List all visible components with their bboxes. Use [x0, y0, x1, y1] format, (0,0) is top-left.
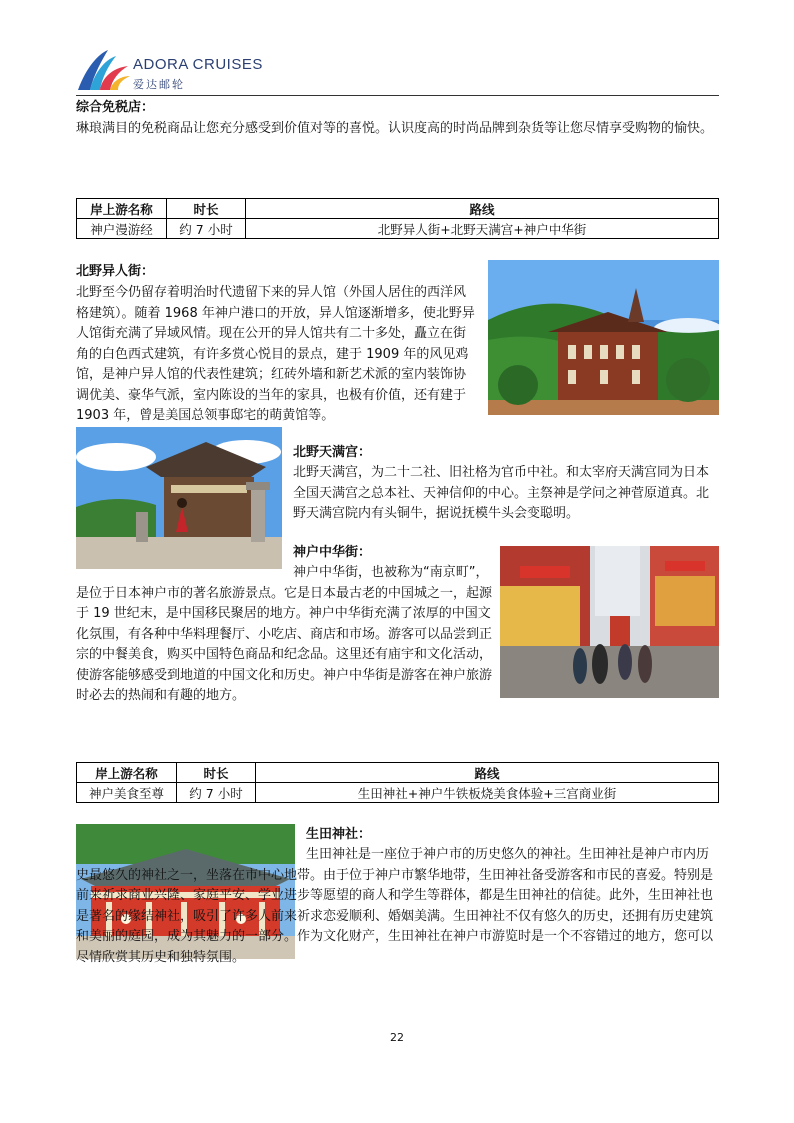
kitano-ijinkan-photo [488, 260, 719, 415]
tour-table-2 [76, 762, 719, 803]
chinatown-title: 神户中华街： [293, 545, 372, 560]
kobe-chinatown-photo [500, 546, 719, 698]
tour-route: 北野异人街+北野天满宫+神户中华街 [246, 219, 719, 239]
duty-free-title: 综合免税店： [76, 100, 155, 115]
chinatown-text: 神户中华街，也被称为“南京町”，是位于日本神户市的著名旅游景点。它是日本最古老的中国城之一，起源于 19 世纪末，是中国移民聚居的地方。神户中华街充满了浓厚的中国文化氛围，有各种中华料理餐厅、小吃店、商店和市场。游客可以品尝到正宗的中餐美食，购买中国特色商品和纪念品。这里还有庙宇和文化活动，使游客能够感受到地道的中国文化和历史。神户中华街是游客在神户旅游时必去的热闹和有趣的地方。 [76, 565, 493, 703]
ikuta-title: 生田神社： [306, 827, 372, 842]
tenmangu-text: 北野天满宫，为二十二社、旧社格为官币中社。和太宰府天满宫同为日本全国天满宫之总本社、天神信仰的中心。主祭神是学问之神菅原道真。北野天满宫院内有头铜牛，据说抚模牛头会变聪明。 [293, 465, 710, 521]
kitano-text: 北野至今仍留存着明治时代遗留下来的异人馆（外国人居住的西洋风格建筑）。随着 1968 年神户港口的开放，异人馆逐渐增多，使北野异人馆街充满了异域风情。现在公开的异人馆共有二十多处，矗立在街角的白色西式建筑，有许多赏心悦目的景点，建于 1909 年的风见鸡馆，是神户异人馆的代表性建筑；红砖外墙和新艺术派的室内装饰协调优美、豪华气派，室内陈设的当年的家具，也极有价值，还有建于 1903 年，曾是美国总领事邸宅的萌黄馆等。 [76, 285, 475, 423]
brand-logo [76, 46, 130, 94]
header-route: 路线 [256, 763, 719, 783]
kitano-tenmangu-photo [76, 427, 282, 569]
tenmangu-title: 北野天满宫： [293, 445, 372, 460]
tour-duration: 约 7 小时 [167, 219, 246, 239]
tour-duration: 约 7 小时 [177, 783, 256, 803]
header-route: 路线 [246, 199, 719, 219]
ikuta-text-wrap [76, 845, 719, 968]
ikuta-text: 生田神社是一座位于神户市的历史悠久的神社。生田神社是神户市内历史最悠久的神社之一，坐落在市中心地带。由于位于神户市繁华地带，生田神社备受游客和市民的喜爱。特别是前来祈求商业兴隆、家庭平安、学业进步等愿望的商人和学生等群体，都是生田神社的信徒。此外，生田神社也是著名的缘结神社，吸引了许多人前来祈求恋爱顺利、婚姻美满。生田神社不仅有悠久的历史，还拥有历史建筑和美丽的庭园，成为其魅力的一部分。作为文化财产，生田神社在神户市游览时是一个不容错过的地方，您可以尽情欣赏其历史和独特氛围。 [76, 847, 714, 965]
tour-table-1 [76, 198, 719, 239]
brand-name: ADORA CRUISES [133, 56, 263, 73]
header-duration: 时长 [177, 763, 256, 783]
kitano-title: 北野异人街： [76, 264, 155, 279]
duty-free-text: 琳琅满目的免税商品让您充分感受到价值对等的喜悦。认识度高的时尚品牌到杂货等让您尽情享受购物的愉快。 [76, 121, 714, 136]
tour-name: 神户美食至尊 [77, 783, 177, 803]
header-duration: 时长 [167, 199, 246, 219]
brand-name-cn: 爱达邮轮 [133, 78, 185, 91]
header-tour-name: 岸上游名称 [77, 763, 177, 783]
tour-route: 生田神社+神户牛铁板烧美食体验+三宫商业街 [256, 783, 719, 803]
tour-name: 神户漫游经 [77, 219, 167, 239]
header-tour-name: 岸上游名称 [77, 199, 167, 219]
header-divider [76, 95, 719, 96]
page-number: 22 [390, 1031, 404, 1044]
